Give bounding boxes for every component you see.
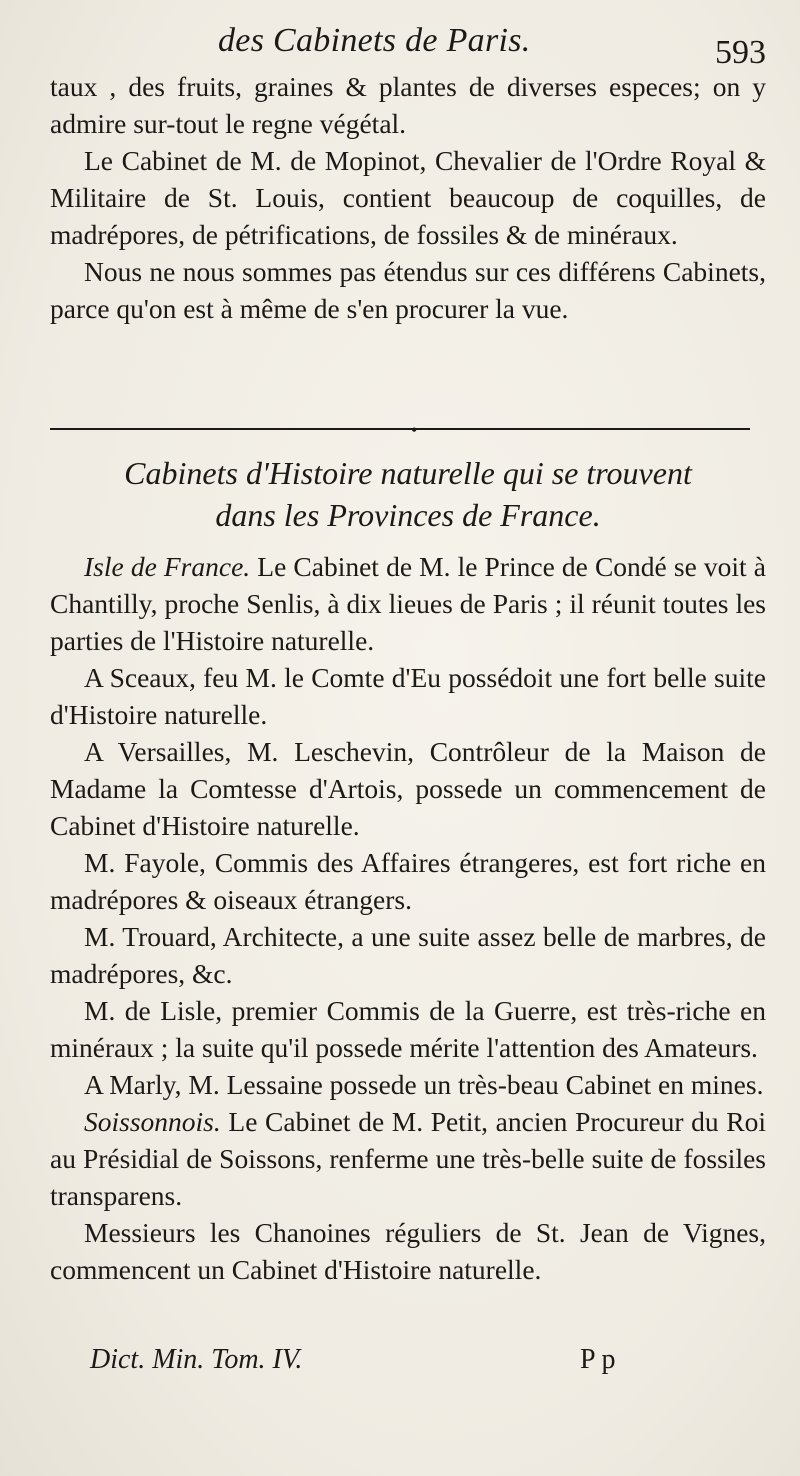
section-title-line: dans les Provinces de France.: [215, 497, 601, 533]
paragraph: M. Fayole, Commis des Affaires étrangeres, est fort riche en madrépores & oiseaux étrangers.: [50, 847, 766, 915]
page-header: [50, 14, 770, 71]
paragraph: A Marly, M. Lessaine possede un très-beau Cabinet en mines.: [84, 1069, 764, 1100]
paragraph: taux , des fruits, graines & plantes de diverses especes; on y admire sur-tout le regne végétal.: [50, 71, 766, 139]
region-heading: Soissonnois.: [84, 1106, 221, 1137]
paragraph: A Versailles, M. Leschevin, Contrôleur de la Maison de Madame la Comtesse d'Artois, possede un commencement de Cabinet d'Histoire naturelle.: [50, 736, 766, 841]
paragraph: M. Trouard, Architecte, a une suite assez belle de marbres, de madrépores, &c.: [50, 921, 766, 989]
divider-ornament: •: [411, 420, 418, 440]
text-block-paris: [50, 68, 766, 327]
paragraph-text: Le Cabinet de M. Petit, ancien Procureur du Roi au Présidial de Soissons, renferme une très-belle suite de fossiles transparens.: [50, 1106, 766, 1211]
volume-signature: Dict. Min. Tom. IV.: [90, 1344, 303, 1375]
paragraph: Messieurs les Chanoines réguliers de St. Jean de Vignes, commencent un Cabinet d'Histoire naturelle.: [50, 1217, 766, 1285]
paragraph: Le Cabinet de M. de Mopinot, Chevalier de l'Ordre Royal & Militaire de St. Louis, contient beaucoup de coquilles, de madrépores, de pétrifications, de fossiles & de minéraux.: [50, 145, 766, 250]
running-title: des Cabinets de Paris.: [218, 22, 531, 59]
paragraph: M. de Lisle, premier Commis de la Guerre, est très-riche en minéraux ; la suite qu'il possede mérite l'attention des Amateurs.: [50, 995, 766, 1063]
page-footer: [50, 1344, 750, 1384]
paragraph-text: Le Cabinet de M. le Prince de Condé se voit à Chantilly, proche Senlis, à dix lieues de Paris ; il réunit toutes les parties de l'Histoire naturelle.: [50, 551, 766, 656]
text-block-provinces: [50, 548, 766, 1288]
page-number: 593: [715, 34, 766, 71]
section-title-line: Cabinets d'Histoire naturelle qui se trouvent: [124, 455, 692, 491]
paragraph: [50, 548, 766, 659]
section-divider: [50, 428, 750, 430]
paragraph: [50, 1103, 766, 1214]
sheet-mark: P p: [580, 1344, 616, 1375]
paragraph: Nous ne nous sommes pas étendus sur ces différens Cabinets, parce qu'on est à même de s'en procurer la vue.: [50, 256, 766, 324]
section-title: [50, 452, 766, 536]
paragraph: A Sceaux, feu M. le Comte d'Eu possédoit une fort belle suite d'Histoire naturelle.: [50, 662, 766, 730]
region-heading: Isle de France.: [84, 551, 251, 582]
